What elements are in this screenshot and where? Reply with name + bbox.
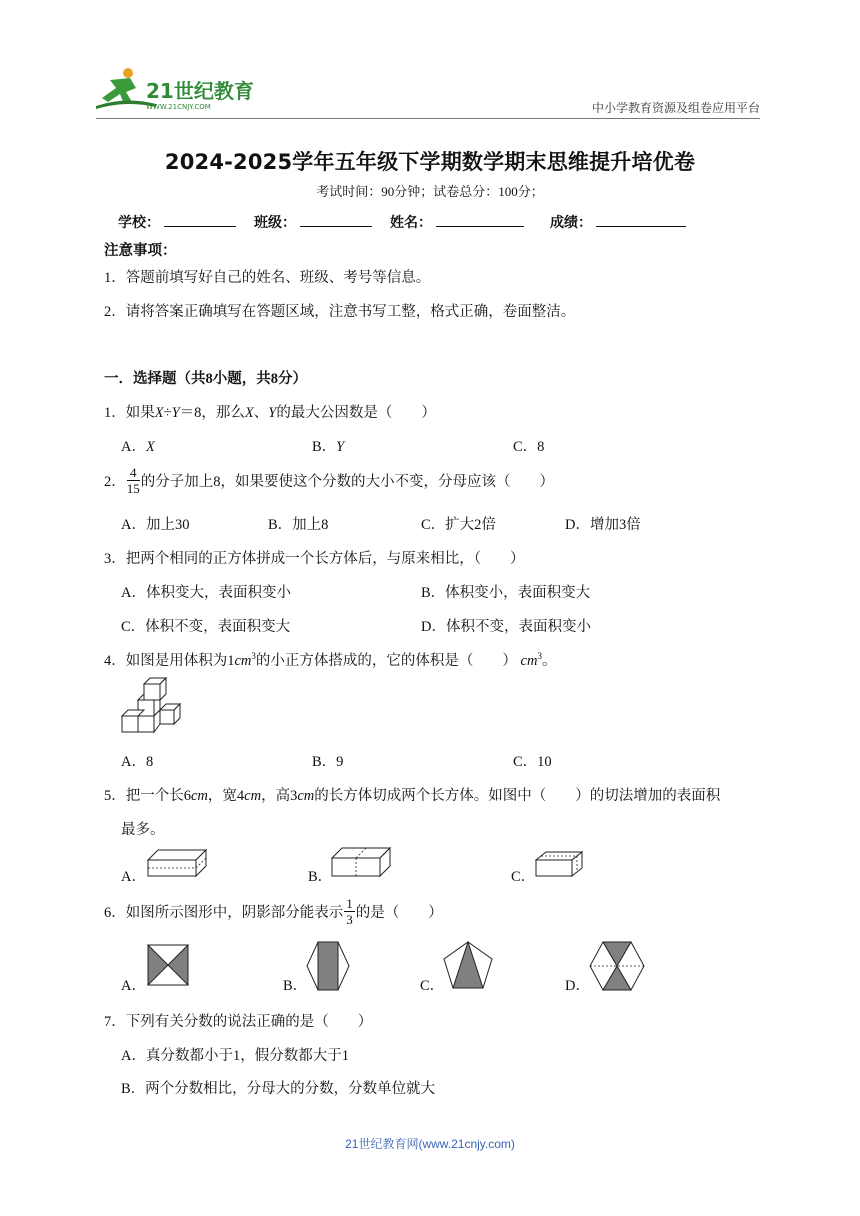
platform-label: 中小学教育资源及组卷应用平台	[591, 101, 760, 115]
question-3: 3．把两个相同的正方体拼成一个长方体后，与原来相比，（ ）	[104, 551, 525, 567]
option-c[interactable]: C．8	[513, 439, 545, 455]
question-7: 7．下列有关分数的说法正确的是（ ）	[104, 1014, 373, 1030]
option-c[interactable]: C．	[420, 978, 445, 994]
option-a[interactable]: A．真分数都小于1，假分数都大于1	[121, 1048, 349, 1064]
class-field[interactable]	[254, 211, 372, 232]
option-c[interactable]: C．10	[513, 754, 552, 770]
svg-text:21世纪教育: 21世纪教育	[146, 79, 254, 103]
option-c[interactable]: C．扩大2倍	[421, 517, 496, 533]
name-label: 姓名：	[390, 216, 432, 231]
cuboid-cut-a-figure	[146, 848, 210, 878]
option-b[interactable]: B．加上8	[268, 517, 329, 533]
school-label: 学校：	[118, 216, 160, 231]
note-item: 1．答题前填写好自己的姓名、班级、考号等信息。	[104, 270, 431, 286]
option-d[interactable]: D．体积不变，表面积变小	[421, 619, 591, 635]
exam-meta: 考试时间：90分钟；试卷总分：100分；	[316, 184, 544, 199]
option-b[interactable]: B．	[283, 978, 308, 994]
name-blank[interactable]	[436, 211, 524, 227]
footer-link[interactable]: 21世纪教育网(www.21cnjy.com)	[345, 1137, 515, 1151]
svg-text:WWW.21CNJY.COM: WWW.21CNJY.COM	[146, 103, 211, 111]
option-a[interactable]: A．X	[121, 439, 155, 455]
option-b[interactable]: B．	[308, 869, 333, 885]
question-5: 5．把一个长6cm，宽4cm，高3cm的长方体切成两个长方体。如图中（ ）的切法增加的表面积	[104, 788, 721, 804]
question-5-continued: 最多。	[121, 822, 165, 838]
option-a[interactable]: A．加上30	[121, 517, 190, 533]
option-c[interactable]: C．体积不变，表面积变大	[121, 619, 291, 635]
page-title: 2024-2025学年五年级下学期数学期末思维提升培优卷	[164, 150, 696, 174]
option-d[interactable]: D．	[565, 978, 590, 994]
note-item: 2．请将答案正确填写在答题区域，注意书写工整，格式正确，卷面整洁。	[104, 304, 576, 320]
school-blank[interactable]	[164, 211, 236, 227]
logo	[96, 66, 271, 114]
class-label: 班级：	[254, 216, 296, 231]
cuboid-cut-b-figure	[330, 846, 394, 878]
question-6: 6．如图所示图形中，阴影部分能表示 $\frac{1}{3}$ 的是（ ）	[104, 896, 443, 927]
option-b[interactable]: B．体积变小，表面积变大	[421, 585, 591, 601]
option-b[interactable]: B．9	[312, 754, 344, 770]
notes-heading: 注意事项：	[104, 243, 177, 259]
option-a[interactable]: A．	[121, 978, 146, 994]
option-a[interactable]: A．体积变大，表面积变小	[121, 585, 291, 601]
pentagon-triangle-figure	[443, 941, 493, 989]
hexagon-band-figure	[306, 941, 350, 991]
question-4: 4．如图是用体积为$1cm^3$的小正方体搭成的，它的体积是（ ） $cm^3$。	[104, 651, 557, 669]
header-divider	[96, 118, 760, 119]
hexagon-triangles-figure	[589, 941, 645, 991]
score-label: 成绩：	[550, 216, 592, 231]
fraction: $\frac{4}{15}$	[126, 465, 140, 496]
option-a[interactable]: A．8	[121, 754, 154, 770]
question-2: 2． $\frac{4}{15}$ 的分子加上8，如果要使这个分数的大小不变，分母应该（ ）	[104, 465, 554, 496]
option-a[interactable]: A．	[121, 869, 146, 885]
option-b[interactable]: B．Y	[312, 439, 345, 455]
question-1: 1．如果X÷Y＝8，那么X、Y的最大公因数是（ ）	[104, 405, 436, 421]
school-field[interactable]	[118, 211, 236, 232]
option-c[interactable]: C．	[511, 869, 536, 885]
cube-stack-figure	[120, 676, 184, 736]
class-blank[interactable]	[300, 211, 372, 227]
option-b[interactable]: B．两个分数相比，分母大的分数，分数单位就大	[121, 1081, 436, 1097]
section-heading: 一．选择题（共8小题，共8分）	[104, 371, 307, 387]
score-field[interactable]	[550, 211, 686, 232]
cuboid-cut-c-figure	[534, 850, 584, 878]
name-field[interactable]	[390, 211, 524, 232]
square-bowtie-figure	[147, 944, 189, 986]
option-d[interactable]: D．增加3倍	[565, 517, 641, 533]
score-blank[interactable]	[596, 211, 686, 227]
fraction: $\frac{1}{3}$	[346, 896, 353, 927]
